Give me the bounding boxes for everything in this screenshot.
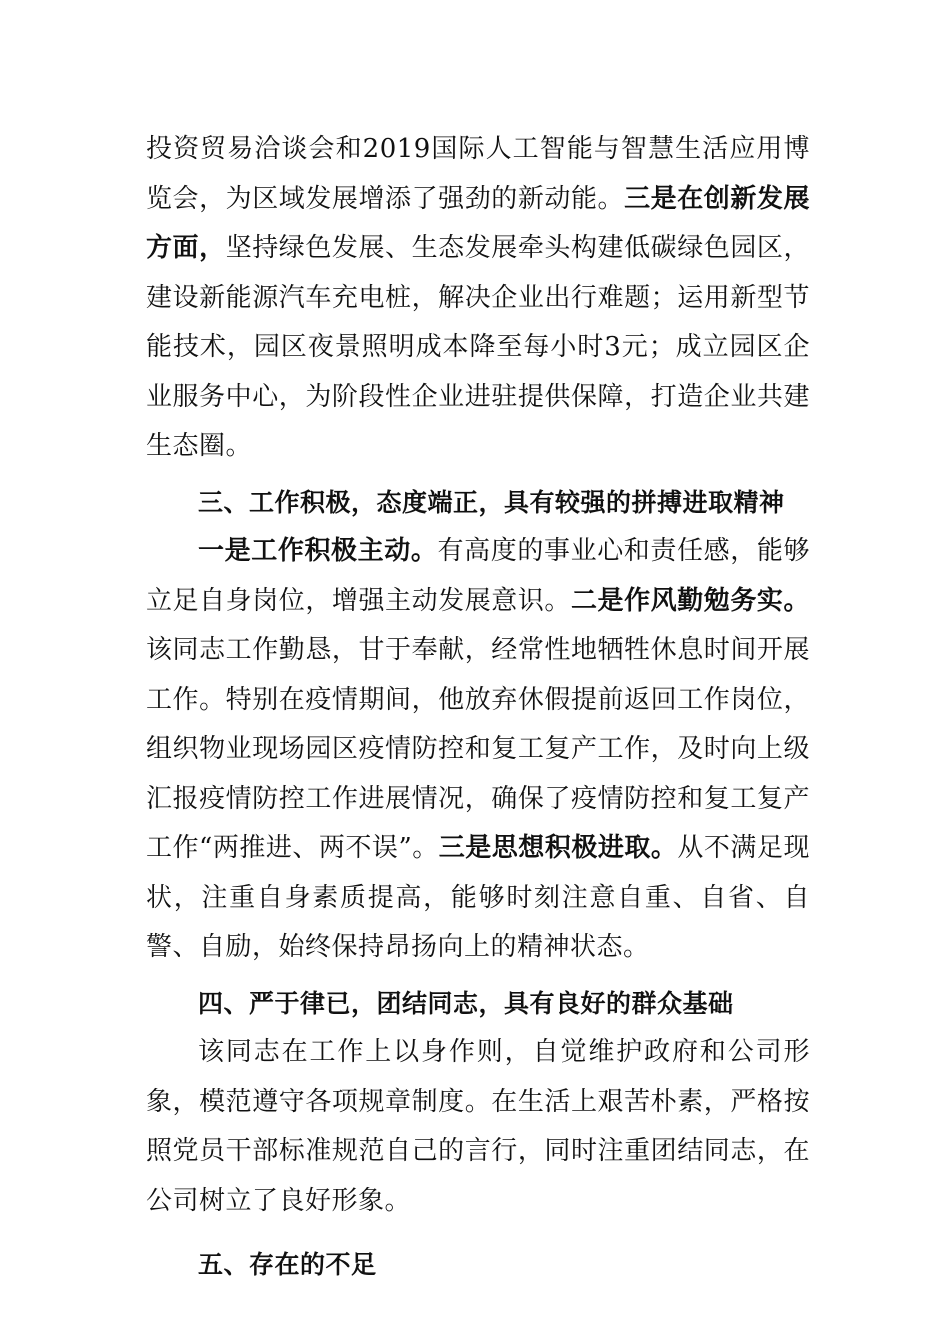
paragraph-work-attitude: [146, 527, 810, 973]
paragraph-text: 有高度的事业心和责任感，能够立足自身岗位，增强主动发展意识。: [146, 536, 810, 616]
paragraph-lead-text: 一是工作积极主动。: [198, 536, 438, 566]
section-heading-3: 三、工作积极，态度端正，具有较强的拼搏进取精神: [198, 487, 785, 517]
paragraph-lead-text: 三是在创新发展方面，: [146, 183, 810, 263]
spacer: [146, 1226, 810, 1240]
paragraph-innovation: [146, 125, 810, 472]
document-body: [146, 125, 810, 1290]
paragraph-text: 坚持绿色发展、生态发展牵头构建低碳绿色园区，建设新能源汽车充电桩，解决企业出行难题；运用新型节能技术，园区夜景照明成本降至每小时3元；成立园区企业服务中心，为阶段性企业进驻提供保障，打造企业共建生态圈。: [146, 233, 810, 461]
paragraph-discipline: 该同志在工作上以身作则，自觉维护政府和公司形象，模范遵守各项规章制度。在生活上艰苦朴素，严格按照党员干部标准规范自己的言行，同时注重团结同志，在公司树立了良好形象。: [146, 1037, 810, 1216]
section-heading-5: 五、存在的不足: [198, 1250, 377, 1279]
paragraph-text: 投资贸易洽谈会和2019国际人工智能与智慧生活应用博览会，为区域发展增添了强劲的新动能。: [146, 134, 810, 214]
paragraph-lead-text: 二是作风勤勉务实。: [570, 585, 810, 616]
section-heading-4: 四、严于律已，团结同志，具有良好的群众基础: [198, 988, 734, 1018]
paragraph-lead-text: 三是思想积极进取。: [438, 833, 678, 863]
paragraph-text: 从不满足现状，注重自身素质提高，能够时刻注意自重、自省、自警、自励，始终保持昂扬向上的精神状态。: [146, 833, 810, 962]
paragraph-text: 该同志工作勤恳，甘于奉献，经常性地牺牲休息时间开展工作。特别在疫情期间，他放弃休假提前返回工作岗位，组织物业现场园区疫情防控和复工复产工作，及时向上级汇报疫情防控工作进展情况，确保了疫情防控和复工复产工作“两推进、两不误”。: [146, 635, 810, 863]
